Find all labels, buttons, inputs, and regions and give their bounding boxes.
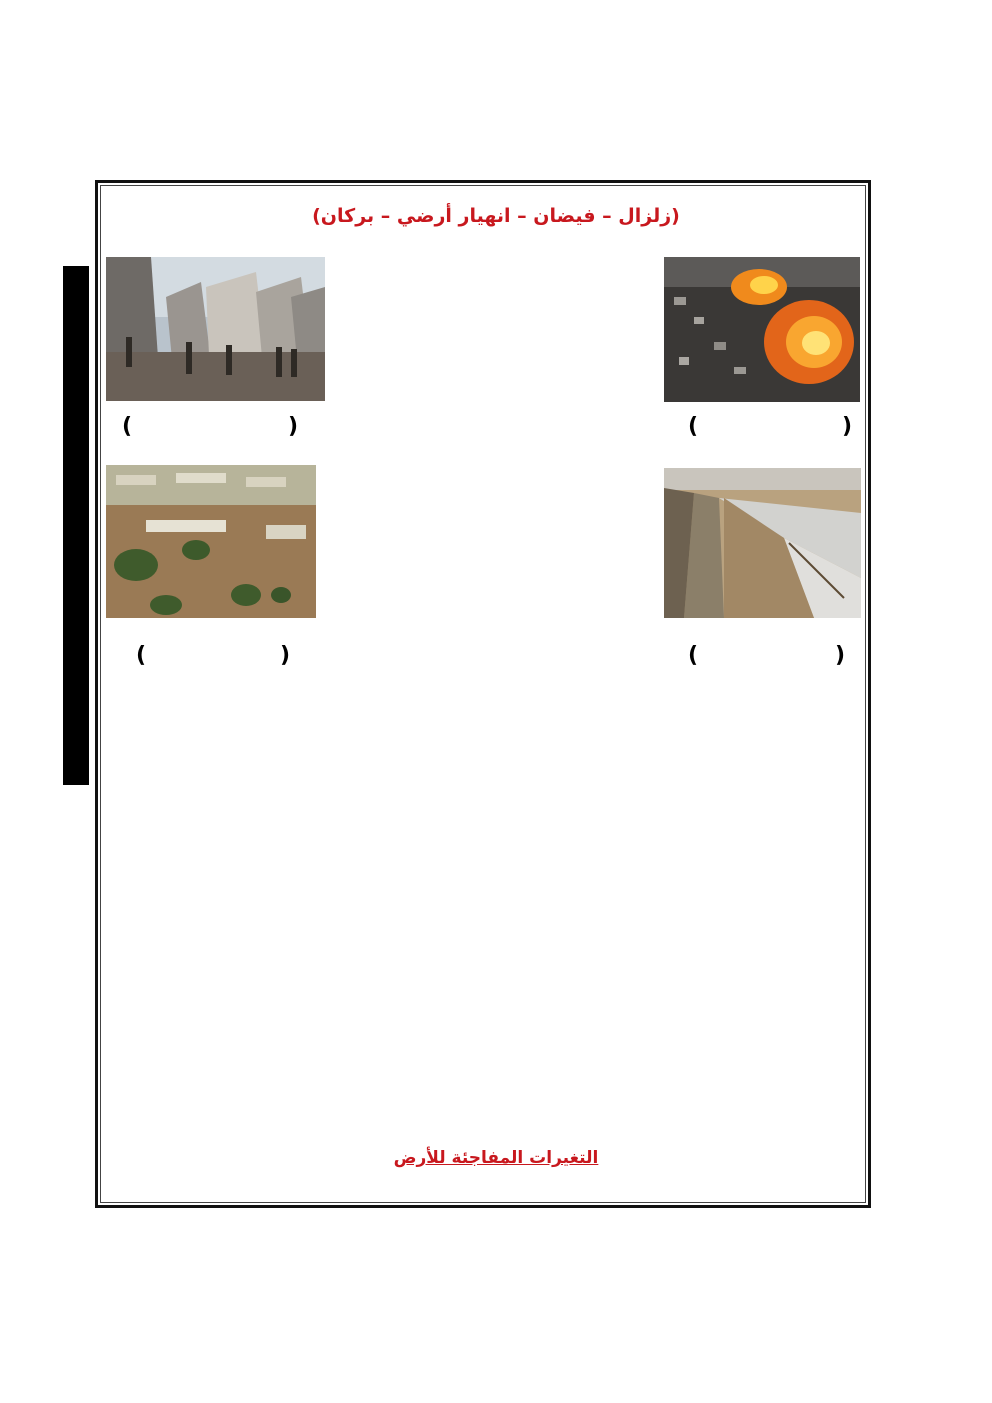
earthquake-answer-blank[interactable] [122, 412, 298, 440]
earthquake-photo [106, 257, 325, 401]
flood-answer-blank[interactable] [136, 641, 290, 669]
flood-answer-open: ( [136, 642, 147, 668]
volcano-answer-close: ) [841, 413, 852, 439]
landslide-answer-blank[interactable] [688, 641, 845, 669]
landslide-answer-open: ( [688, 642, 699, 668]
volcano-photo [664, 257, 860, 402]
flood-photo [106, 465, 316, 618]
worksheet-title: التغيرات المفاجئة للأرض [393, 1148, 599, 1168]
volcano-answer-blank[interactable] [688, 412, 852, 440]
landslide-answer-close: ) [834, 642, 845, 668]
earthquake-answer-open: ( [122, 413, 133, 439]
earthquake-answer-close: ) [287, 413, 298, 439]
volcano-answer-open: ( [688, 413, 699, 439]
word-bank: (زلزال – فيضان – انهيار أرضي – بركان) [312, 205, 680, 227]
landslide-photo [664, 468, 861, 618]
flood-answer-close: ) [279, 642, 290, 668]
side-binding-bar [63, 266, 89, 785]
